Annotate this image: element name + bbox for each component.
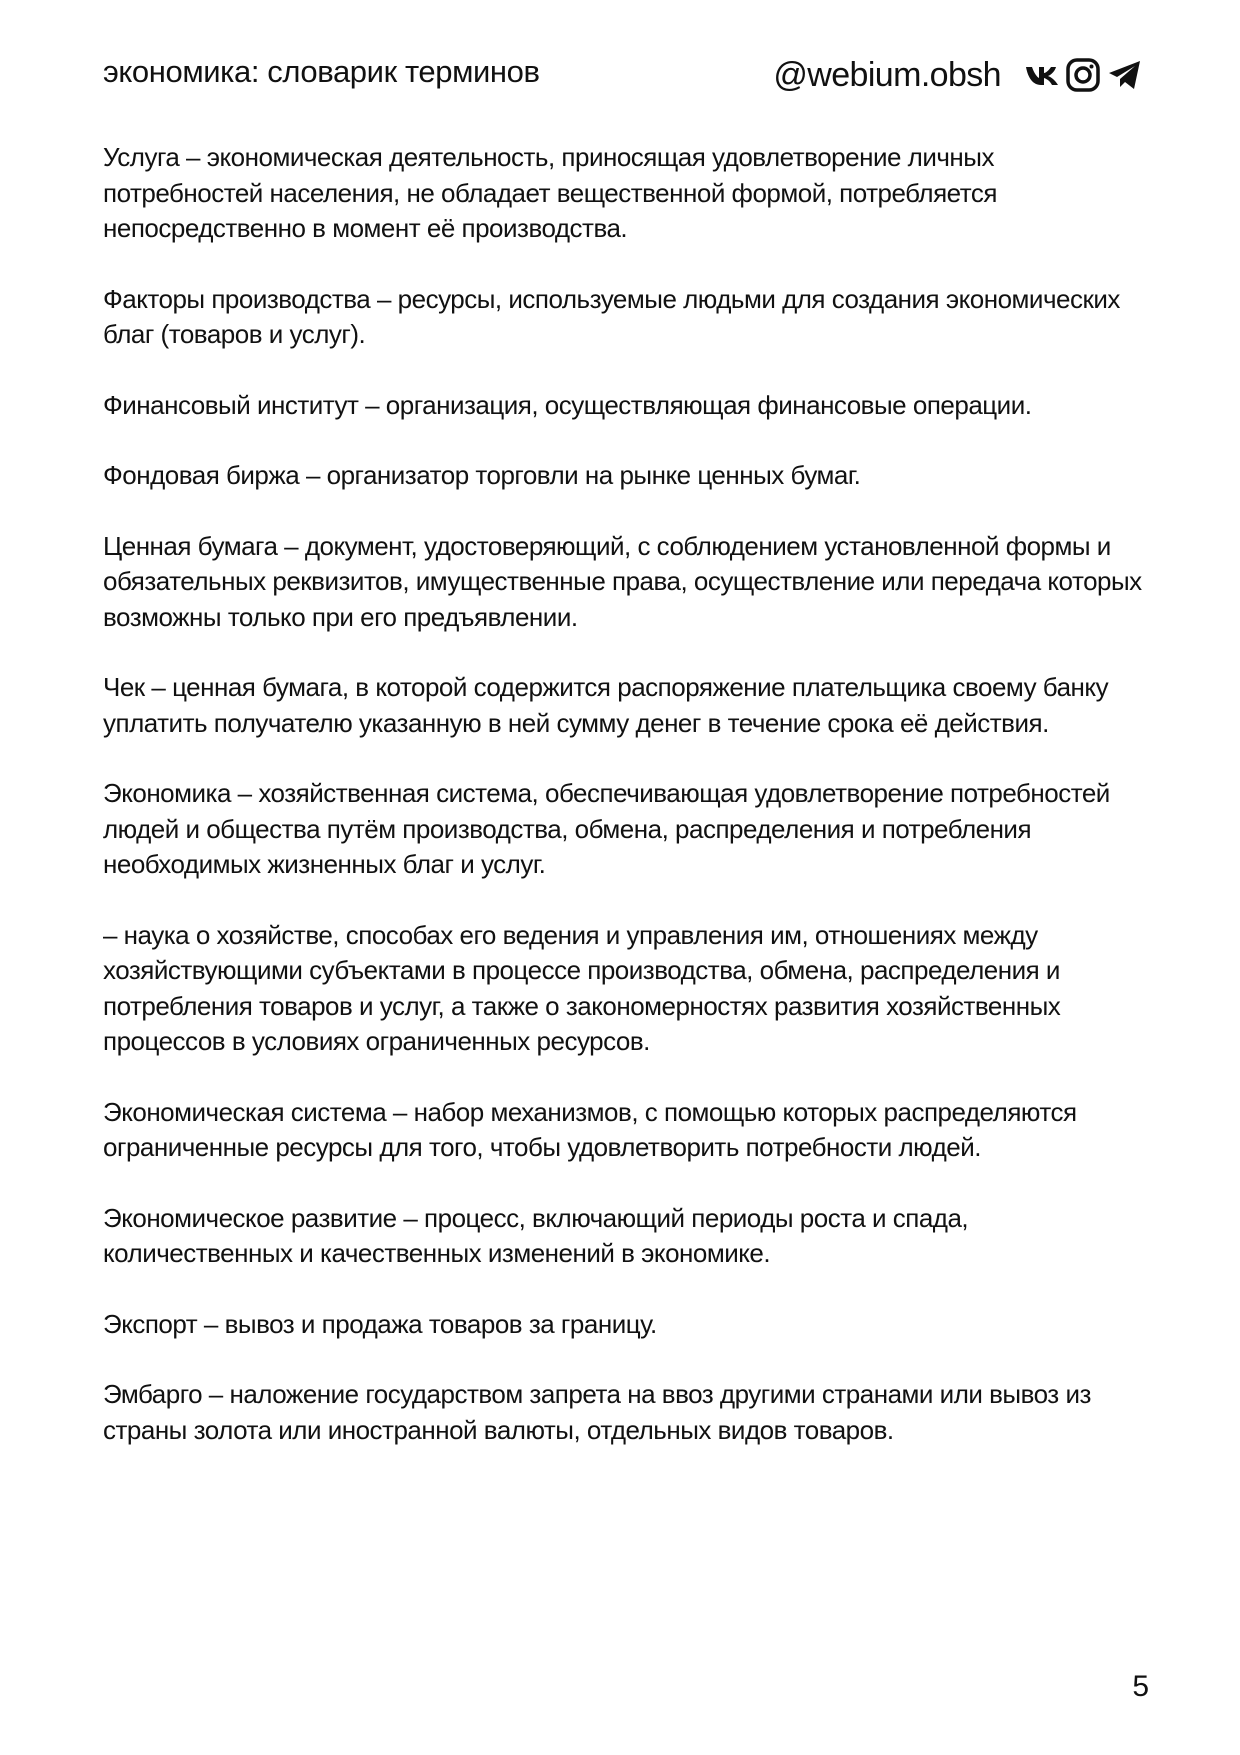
- header-right: [773, 50, 1143, 100]
- glossary-entry: Эмбарго – наложение государством запрета на ввоз другими странами или вывоз из страны золота или иностранной валюты, отдельных видов товаров.: [103, 1379, 1091, 1445]
- glossary-entry: – наука о хозяйстве, способах его ведения и управления им, отношениях между хозяйствующими субъектами в процессе производства, обмена, распределения и потребления товаров и услуг, а также о закономерностях развития хозяйственных процессов в условиях ограниченных ресурсов.: [103, 919, 1061, 1056]
- telegram-icon: [1107, 58, 1143, 92]
- glossary-entry: Экономическое развитие – процесс, включающий периоды роста и спада, количественных и качественных изменений в экономике.: [103, 1202, 969, 1268]
- glossary-entry: Фондовая биржа – организатор торговли на рынке ценных бумаг.: [103, 460, 861, 490]
- glossary-entry: Чек – ценная бумага, в которой содержится распоряжение плательщика своему банку уплатить получателю указанную в ней сумму денег в течение срока её действия.: [103, 672, 1109, 738]
- instagram-icon: [1065, 57, 1101, 93]
- page-number: 5: [1132, 1670, 1149, 1703]
- vk-icon: [1025, 64, 1059, 86]
- glossary-entry: Экспорт – вывоз и продажа товаров за границу.: [103, 1308, 657, 1339]
- glossary-entry: Финансовый институт – организация, осуществляющая финансовые операции.: [103, 389, 1032, 420]
- social-icons: [1025, 57, 1143, 93]
- social-handle: @webium.obsh: [773, 55, 1001, 94]
- glossary-entry: Факторы производства – ресурсы, используемые людьми для создания экономических благ (товаров и услуг).: [103, 283, 1120, 349]
- glossary-content: [103, 140, 1143, 1483]
- header-title: экономика: словарик терминов: [103, 54, 540, 89]
- glossary-entry: Ценная бумага – документ, удостоверяющий, с соблюдением установленной формы и обязательных реквизитов, имущественные права, осуществление или передача которых возможны только при его предъявлении.: [103, 530, 1142, 632]
- glossary-entry: Экономика – хозяйственная система, обеспечивающая удовлетворение потребностей людей и общества путём производства, обмена, распределения и потребления необходимых жизненных благ и услуг.: [103, 778, 1110, 879]
- glossary-entry: Экономическая система – набор механизмов, с помощью которых распределяются ограниченные ресурсы для того, чтобы удовлетворить потребности людей.: [103, 1096, 1077, 1162]
- glossary-entry: Услуга – экономическая деятельность, приносящая удовлетворение личных потребностей населения, не обладает вещественной формой, потребляется непосредственно в момент её производства.: [103, 142, 997, 243]
- page-header: [103, 50, 1143, 100]
